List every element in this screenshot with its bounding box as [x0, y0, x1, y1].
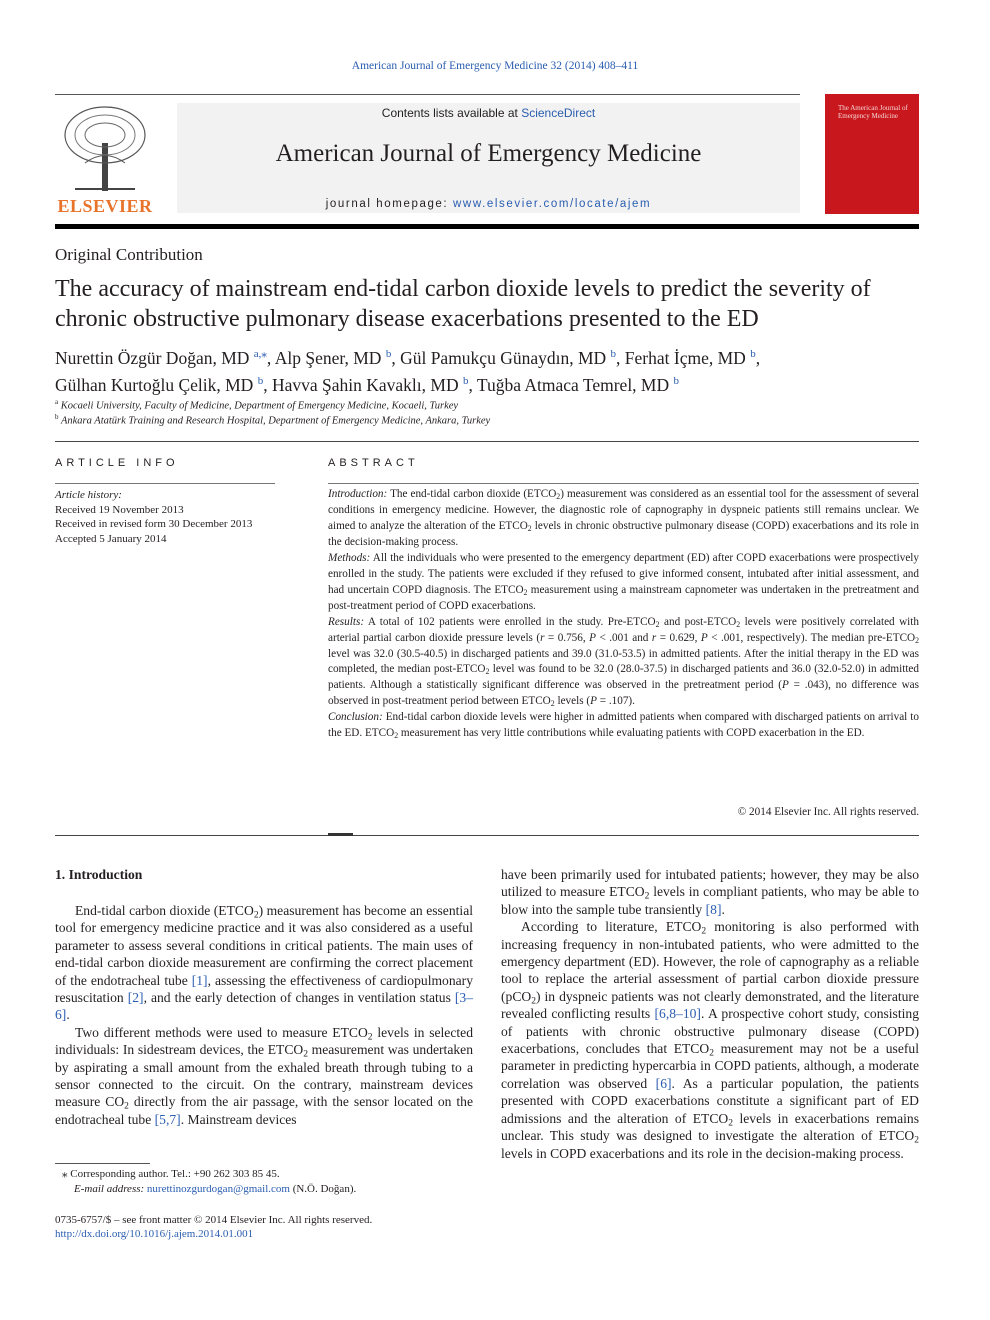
affiliation-mark: a: [55, 398, 59, 406]
abstract-introduction: Introduction: The end-tidal carbon dioxide $(ETCO_2)$ measurement was considered as an essential tool for the assessment of several conditions in emergency medicine. However, the diagnostic role of capnography in dyspneic patients still remains unclear. We aimed to analyze the alteration of the $ETCO_2$ levels in chronic obstructive pulmonary disease (COPD) exacerbations and its role in the decision-making process.: [328, 488, 919, 548]
article-title: The accuracy of mainstream end-tidal carbon dioxide levels to predict the severity of chronic obstructive pulmonary disease exacerbations presented to the ED: [55, 276, 871, 332]
abstract-copyright: © 2014 Elsevier Inc. All rights reserved.: [737, 806, 919, 818]
author-name: Havva Şahin Kavaklı, MD: [271, 374, 459, 395]
abstract-conclusion: Conclusion: End-tidal carbon dioxide levels were higher in admitted patients when compared with discharged patients on arrival to the ED. $ETCO_2$ measurement has very little contributions while evaluating patients with COPD exacerbation in the ED.: [328, 711, 919, 741]
divider: [55, 835, 919, 836]
revised-date: Received in revised form 30 December 2013: [55, 518, 253, 530]
email-suffix: (N.Ö. Doğan).: [289, 1183, 357, 1195]
article-info-heading: ARTICLE INFO: [55, 457, 179, 469]
issn-line: 0735-6757/$ – see front matter © 2014 Elsevier Inc. All rights reserved.: [55, 1214, 373, 1226]
header-rule: [55, 94, 800, 95]
header-thick-rule: [55, 224, 919, 229]
abstract-label: Results:: [328, 615, 365, 628]
author-affil-link[interactable]: b: [610, 348, 617, 360]
citation-link[interactable]: [6]: [655, 1075, 672, 1091]
author-affil-link[interactable]: b: [673, 374, 680, 387]
section-type: Original Contribution: [55, 245, 203, 264]
abstract-label: Methods:: [328, 551, 371, 564]
author-affil-link[interactable]: b: [385, 348, 392, 360]
email-link[interactable]: nurettinozgurdogan@gmail.com: [146, 1183, 290, 1195]
abstract-results: Results: A total of 102 patients were enrolled in the study. Pre-$ETCO_2$ and post-$ETCO_2$ levels were positively correlated with arterial partial carbon dioxide pressure levels (r = 0.756, P < .001 and r = 0.629, P < .001, respectively). The median pre-$ETCO_2$ level was 32.0 (30.5-40.5) in discharged patients and 39.0 (31.0-53.5) in admitted patients. After the initial therapy in the ED was completed, the median post-$ETCO_2$ level was found to be 32.0 (28.0-37.5) in discharged patients and 36.0 (32.0-52.0) in admitted patients. Although a statistically significant difference was observed in the pretreatment period (P = .043), no difference was observed in post-treatment period between $ETCO_2$ levels (P = .107).: [328, 615, 920, 709]
contents-line: [177, 106, 800, 120]
author-affil-link[interactable]: b: [462, 374, 469, 387]
journal-title: American Journal of Emergency Medicine: [275, 140, 702, 167]
section-heading: 1. Introduction: [55, 867, 143, 882]
author-affil-link[interactable]: a,⁎: [253, 348, 267, 360]
author-affil-link[interactable]: b: [257, 374, 264, 387]
body-column-left: [55, 902, 473, 1128]
paragraph: According to literature, $ETCO_2$ monitoring is also performed with increasing frequency in non-intubated patients, who were admitted to the emergency department (ED). However, the role of capnography as a reliable tool to replace the arterial assessment of partial carbon dioxide pressure (pCO$_2$) in dyspneic patients was not clearly demonstrated, and the literature revealed conflicting results [6,8–10]. A prospective cohort study, consisting of patients with chronic obstructive pulmonary disease (COPD) exacerbations, concludes that $ETCO_2$ measurement may not be a useful parameter in predicting hypercarbia in COPD patients, although, a moderate correlation was observed [6]. As a particular population, the patients presented with COPD exacerbations constitute a significant part of ED admissions and the alteration of $ETCO_2$ levels in exacerbations remains unclear. This study was designed to investigate the alteration of $ETCO_2$ levels in COPD exacerbations and its role in the decision-making process.: [501, 919, 920, 1161]
homepage-prefix: journal homepage:: [325, 198, 454, 210]
citation-link[interactable]: [2]: [127, 990, 144, 1006]
author-list: Nurettin Özgür Doğan, MD $^{a,⁎}$, Alp Şener, MD $^b$, Gül Pamukçu Günaydın, MD $^b$, Ferhat İçme, MD $^b$, Gülhan Kurtoğlu Çelik, MD $^b$, Havva Şahin Kavaklı, MD $^b$, Tuğba Atmaca Temrel, MD $^b$: [55, 347, 761, 395]
author-name: Gül Pamukçu Günaydın, MD: [400, 347, 607, 368]
abstract-label: Conclusion:: [328, 711, 383, 724]
abstract-label: Introduction:: [328, 488, 388, 500]
affiliation-text: Kocaeli University, Faculty of Medicine, Department of Emergency Medicine, Kocaeli, Turkey: [60, 400, 459, 412]
author-name: Gülhan Kurtoğlu Çelik, MD: [55, 374, 254, 395]
affiliation-text: Ankara Atatürk Training and Research Hospital, Department of Emergency Medicine, Ankara, Turkey: [60, 415, 491, 427]
email-note: [74, 1182, 492, 1197]
citation-link[interactable]: [1]: [191, 972, 208, 988]
contents-prefix: Contents lists available at: [381, 106, 522, 120]
author-name: Ferhat İçme, MD: [624, 347, 746, 368]
journal-citation[interactable]: American Journal of Emergency Medicine 32 (2014) 408–411: [351, 60, 639, 72]
paragraph: Two different methods were used to measure $ETCO_2$ levels in selected individuals: In sidestream devices, the $ETCO_2$ measurement was undertaken by aspirating a small amount from the exhaled breath through tubing to a sensor connected to the circuit. On the contrary, mainstream devices measure $CO_2$ directly from the air passage, with the sensor located on the endotracheal tube [5,7]. Mainstream devices: [55, 1024, 473, 1127]
doi-link[interactable]: [55, 1227, 473, 1242]
received-date: Received 19 November 2013: [55, 503, 184, 516]
abstract-methods: Methods: All the individuals who were presented to the emergency department (ED) after COPD exacerbations were prospectively enrolled in the study. The patients were excluded if they refused to give informed consent, intubated after initial assessment, and had uncertain COPD diagnosis. The $ETCO_2$ measurement using a mainstream capnometer was undertaken in the pretreatment and post-treatment period of COPD exacerbations.: [328, 551, 919, 612]
citation-link[interactable]: [8]: [705, 901, 722, 917]
affiliation-mark: b: [55, 413, 59, 421]
doi-link-text[interactable]: http://dx.doi.org/10.1016/j.ajem.2014.01.001: [55, 1228, 254, 1240]
divider: [55, 441, 919, 442]
citation-link[interactable]: [3–6]: [55, 990, 473, 1023]
author-name: Alp Şener, MD: [274, 347, 382, 368]
sciencedirect-link[interactable]: ScienceDirect: [521, 106, 596, 120]
paragraph: End-tidal carbon dioxide $(ETCO_2)$ measurement has become an essential tool for emergency medicine practice and it was also considered as a useful parameter to assess several conditions in critical patients. The main uses of end-tidal carbon dioxide measurement are confirming the correct placement of the endotracheal tube [1], assessing the effectiveness of cardiopulmonary resuscitation [2], and the early detection of changes in ventilation status [3–6].: [55, 903, 474, 1023]
author-name: Tuğba Atmaca Temrel, MD: [476, 374, 670, 395]
paragraph: have been primarily used for intubated patients; however, they may be also utilized to measure $ETCO_2$ levels in compliant patients, who may be able to blow into the sample tube transiently [8].: [501, 867, 919, 917]
footnote-rule: [55, 1163, 150, 1164]
history-label: Article history:: [55, 489, 122, 501]
homepage-link[interactable]: www.elsevier.com/locate/ajem: [453, 198, 652, 210]
author-name: Nurettin Özgür Doğan, MD: [55, 347, 250, 368]
affiliation: [55, 413, 935, 427]
article-history: [55, 488, 275, 546]
accepted-date: Accepted 5 January 2014: [55, 532, 167, 545]
affiliation: [55, 398, 935, 412]
cover-title: The American Journal of Emergency Medicine: [838, 104, 908, 120]
email-label: E-mail address:: [74, 1183, 147, 1195]
citation-link[interactable]: [6,8–10]: [654, 1006, 701, 1022]
divider: [328, 483, 919, 484]
abstract-heading: ABSTRACT: [328, 457, 419, 469]
citation-link[interactable]: [5,7]: [154, 1111, 181, 1127]
body-column-right: [501, 866, 919, 1162]
divider-mark: [328, 833, 353, 836]
corresponding-author-note: ⁎ Corresponding author. Tel.: +90 262 303 85 45.: [62, 1168, 280, 1180]
elsevier-wordmark: ELSEVIER: [57, 196, 153, 216]
author-affil-link[interactable]: b: [750, 348, 756, 360]
abstract-body: [328, 487, 919, 742]
divider: [55, 483, 275, 484]
homepage-line: [177, 198, 800, 210]
